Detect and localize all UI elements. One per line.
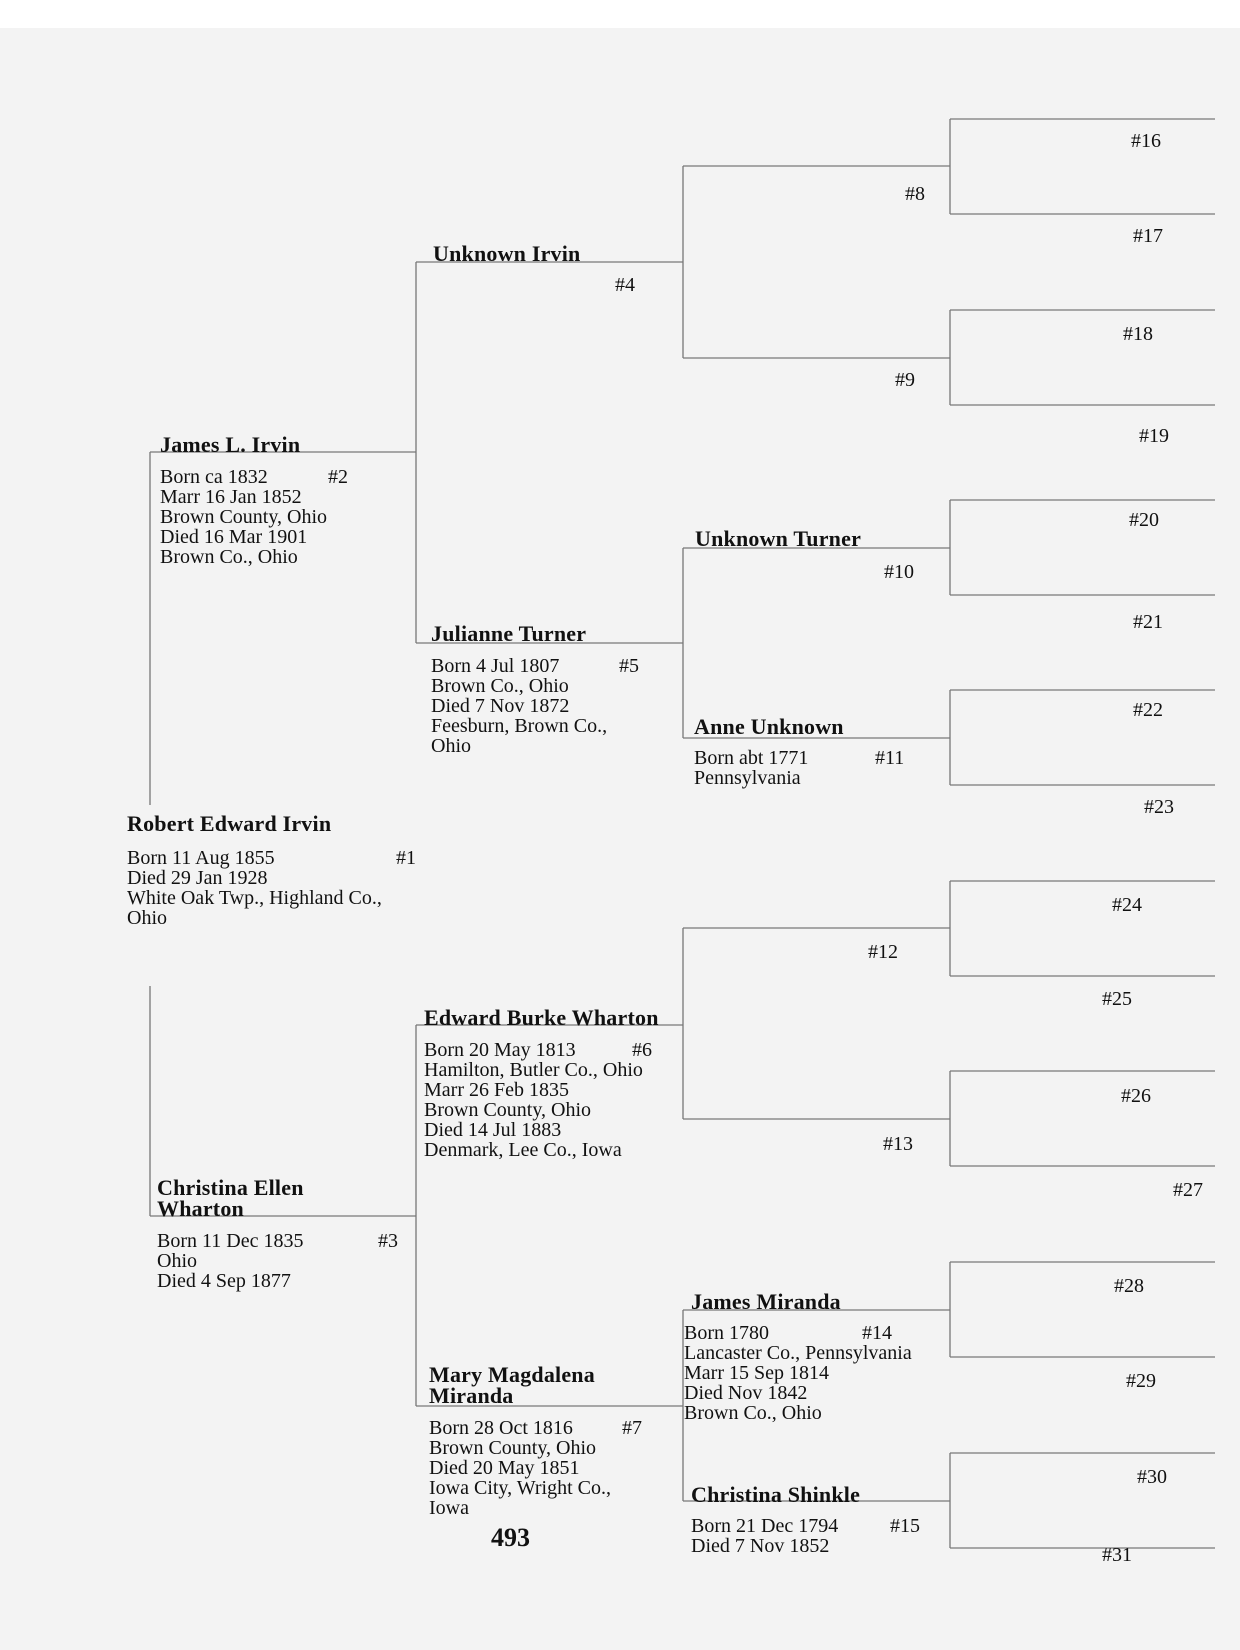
person-2-name: James L. Irvin bbox=[160, 432, 301, 457]
detail-line: Brown County, Ohio bbox=[429, 1437, 597, 1459]
slot-24-number: #24 bbox=[1112, 894, 1142, 916]
detail-line: Ohio bbox=[157, 1250, 197, 1272]
person-7-number: #7 bbox=[622, 1417, 642, 1439]
slot-26-number: #26 bbox=[1121, 1085, 1151, 1107]
detail-line: Born 11 Dec 1835 bbox=[157, 1230, 304, 1252]
person-15-details bbox=[691, 1516, 838, 1556]
person-5-details bbox=[431, 656, 607, 756]
person-12-number: #12 bbox=[868, 941, 898, 963]
slot-19-number: #19 bbox=[1139, 425, 1169, 447]
person-1-details bbox=[127, 848, 382, 928]
person-15-number: #15 bbox=[890, 1515, 920, 1537]
detail-line: Iowa bbox=[429, 1497, 469, 1519]
person-4-name: Unknown Irvin bbox=[433, 241, 581, 266]
detail-line: Lancaster Co., Pennsylvania bbox=[684, 1342, 912, 1364]
detail-line: Born 20 May 1813 bbox=[424, 1039, 576, 1061]
person-15-name: Christina Shinkle bbox=[691, 1482, 861, 1507]
slot-18-number: #18 bbox=[1123, 323, 1153, 345]
detail-line: Born 11 Aug 1855 bbox=[127, 847, 275, 869]
detail-line: Marr 26 Feb 1835 bbox=[424, 1079, 569, 1101]
detail-line: Ohio bbox=[127, 907, 167, 929]
detail-line: Marr 16 Jan 1852 bbox=[160, 486, 302, 508]
person-1-number: #1 bbox=[396, 847, 416, 869]
detail-line: Brown County, Ohio bbox=[160, 506, 328, 528]
person-3-name-line2: Wharton bbox=[157, 1196, 244, 1221]
person-5-number: #5 bbox=[619, 655, 639, 677]
slot-22-number: #22 bbox=[1133, 699, 1163, 721]
detail-line: Born 1780 bbox=[684, 1322, 769, 1344]
person-7-name-line1: Mary Magdalena bbox=[429, 1362, 595, 1387]
person-6-details bbox=[424, 1040, 643, 1160]
slot-16-number: #16 bbox=[1131, 130, 1161, 152]
detail-line: Born 4 Jul 1807 bbox=[431, 655, 560, 677]
detail-line: Born 28 Oct 1816 bbox=[429, 1417, 573, 1439]
detail-line: Brown Co., Ohio bbox=[160, 546, 298, 568]
detail-line: Died 4 Sep 1877 bbox=[157, 1270, 291, 1292]
slot-30-number: #30 bbox=[1137, 1466, 1167, 1488]
detail-line: Hamilton, Butler Co., Ohio bbox=[424, 1059, 643, 1081]
person-3-number: #3 bbox=[378, 1230, 398, 1252]
detail-line: Brown County, Ohio bbox=[424, 1099, 592, 1121]
detail-line: Born ca 1832 bbox=[160, 466, 268, 488]
person-6-number: #6 bbox=[632, 1039, 652, 1061]
person-2-details bbox=[160, 467, 327, 567]
person-11-details bbox=[694, 748, 808, 788]
person-7-details bbox=[429, 1418, 611, 1518]
person-10-name: Unknown Turner bbox=[695, 526, 862, 551]
detail-line: Brown Co., Ohio bbox=[431, 675, 569, 697]
slot-17-number: #17 bbox=[1133, 225, 1163, 247]
person-11-number: #11 bbox=[875, 747, 905, 769]
person-1-name: Robert Edward Irvin bbox=[127, 811, 332, 836]
detail-line: Died 14 Jul 1883 bbox=[424, 1119, 562, 1141]
person-7-name-line2: Miranda bbox=[429, 1383, 514, 1408]
detail-line: Feesburn, Brown Co., bbox=[431, 715, 608, 737]
detail-line: Born 21 Dec 1794 bbox=[691, 1515, 839, 1537]
detail-line: Died Nov 1842 bbox=[684, 1382, 808, 1404]
detail-line: Marr 15 Sep 1814 bbox=[684, 1362, 829, 1384]
detail-line: Denmark, Lee Co., Iowa bbox=[424, 1139, 622, 1161]
detail-line: White Oak Twp., Highland Co., bbox=[127, 887, 382, 909]
person-8-number: #8 bbox=[905, 183, 925, 205]
page-number: 493 bbox=[491, 1523, 530, 1552]
person-5-name: Julianne Turner bbox=[431, 621, 587, 646]
person-9-number: #9 bbox=[895, 369, 915, 391]
detail-line: Died 29 Jan 1928 bbox=[127, 867, 268, 889]
slot-27-number: #27 bbox=[1173, 1179, 1203, 1201]
detail-line: Born abt 1771 bbox=[694, 747, 809, 769]
slot-31-number: #31 bbox=[1102, 1544, 1132, 1566]
detail-line: Died 20 May 1851 bbox=[429, 1457, 580, 1479]
detail-line: Iowa City, Wright Co., bbox=[429, 1477, 611, 1499]
detail-line: Pennsylvania bbox=[694, 767, 801, 789]
person-3-details bbox=[157, 1231, 303, 1291]
slot-20-number: #20 bbox=[1129, 509, 1159, 531]
slot-29-number: #29 bbox=[1126, 1370, 1156, 1392]
slot-28-number: #28 bbox=[1114, 1275, 1144, 1297]
slot-21-number: #21 bbox=[1133, 611, 1163, 633]
person-13-number: #13 bbox=[883, 1133, 913, 1155]
detail-line: Brown Co., Ohio bbox=[684, 1402, 822, 1424]
slot-25-number: #25 bbox=[1102, 988, 1132, 1010]
person-14-name: James Miranda bbox=[691, 1289, 841, 1314]
person-14-number: #14 bbox=[862, 1322, 892, 1344]
person-2-number: #2 bbox=[328, 466, 348, 488]
person-3-name-line1: Christina Ellen bbox=[157, 1175, 304, 1200]
detail-line: Died 7 Nov 1852 bbox=[691, 1535, 830, 1557]
person-14-details bbox=[684, 1323, 912, 1423]
detail-line: Died 16 Mar 1901 bbox=[160, 526, 308, 548]
person-4-number: #4 bbox=[615, 274, 635, 296]
slot-23-number: #23 bbox=[1144, 796, 1174, 818]
detail-line: Died 7 Nov 1872 bbox=[431, 695, 570, 717]
person-6-name: Edward Burke Wharton bbox=[424, 1005, 659, 1030]
detail-line: Ohio bbox=[431, 735, 471, 757]
person-11-name: Anne Unknown bbox=[694, 714, 844, 739]
person-10-number: #10 bbox=[884, 561, 914, 583]
